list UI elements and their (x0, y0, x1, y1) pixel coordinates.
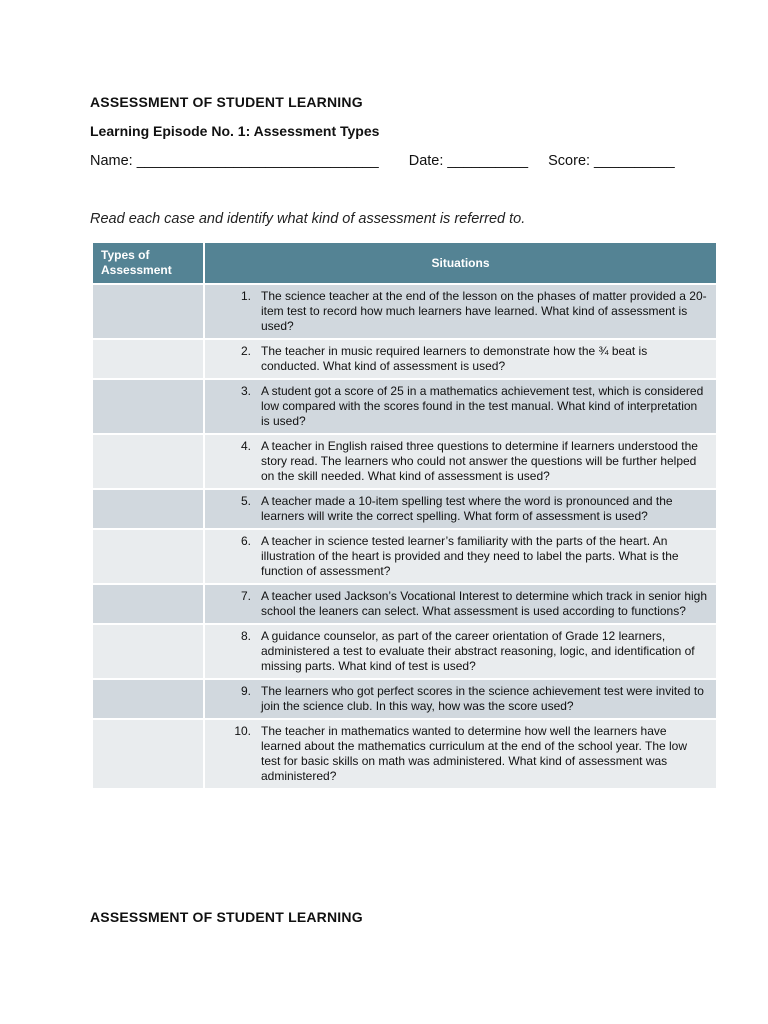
assessment-type-answer-cell[interactable] (92, 489, 204, 529)
situation-number: 3. (240, 384, 251, 398)
table-row (92, 434, 717, 489)
situation-cell (204, 624, 717, 679)
table-row (92, 284, 717, 339)
situation-text: A guidance counselor, as part of the career orientation of Grade 12 learners, administered a test to evaluate their abstract reasoning, logic, and identification of missing parts. What kind of test is used? (261, 629, 695, 673)
situation-text: A teacher used Jackson’s Vocational Interest to determine which track in senior high school the leaners can select. What assessment is used according to functions? (261, 589, 708, 618)
situation-number: 7. (240, 589, 251, 603)
table-row (92, 719, 717, 789)
table-row (92, 529, 717, 584)
situation-number: 10. (234, 724, 251, 738)
assessment-type-answer-cell[interactable] (92, 284, 204, 339)
assessment-table (91, 241, 718, 790)
situation-item (205, 344, 708, 374)
table-row (92, 584, 717, 624)
score-field[interactable]: Score: __________ (548, 153, 675, 169)
situation-item (205, 589, 708, 619)
situation-number: 4. (240, 439, 251, 453)
situation-cell (204, 584, 717, 624)
situation-number: 1. (240, 289, 251, 303)
assessment-type-answer-cell[interactable] (92, 379, 204, 434)
situation-text: A teacher in English raised three questions to determine if learners understood the story read. The learners who could not answer the questions will be further helped on the skill needed. What kind of assessment is used? (261, 439, 698, 483)
situation-item (205, 384, 708, 429)
assessment-type-answer-cell[interactable] (92, 339, 204, 379)
situation-text: A teacher in science tested learner’s familiarity with the parts of the heart. An illustration of the heart is provided and they need to label the parts. What is the function of assessment? (261, 534, 679, 578)
situation-item (205, 724, 708, 784)
header-fields (90, 153, 675, 169)
situation-cell (204, 284, 717, 339)
situation-number: 5. (240, 494, 251, 508)
document-title: ASSESSMENT OF STUDENT LEARNING (90, 94, 363, 110)
situation-text: A teacher made a 10-item spelling test where the word is pronounced and the learners will write the correct spelling. What form of assessment is used? (261, 494, 673, 523)
situation-cell (204, 719, 717, 789)
situation-item (205, 534, 708, 579)
situation-number: 6. (240, 534, 251, 548)
situation-cell (204, 679, 717, 719)
table-row (92, 379, 717, 434)
situation-item (205, 629, 708, 674)
situation-number: 9. (240, 684, 251, 698)
table-row (92, 679, 717, 719)
situation-cell (204, 529, 717, 584)
situation-number: 8. (240, 629, 251, 643)
assessment-type-answer-cell[interactable] (92, 434, 204, 489)
date-field[interactable]: Date: __________ (408, 153, 529, 169)
table-row (92, 624, 717, 679)
instruction-text: Read each case and identify what kind of assessment is referred to. (90, 211, 526, 227)
table-row (92, 489, 717, 529)
situation-item (205, 684, 708, 714)
assessment-type-answer-cell[interactable] (92, 529, 204, 584)
situation-item (205, 289, 708, 334)
situation-text: A student got a score of 25 in a mathematics achievement test, which is considered low compared with the scores found in the test manual. What kind of interpretation is used? (261, 384, 704, 428)
situation-number: 2. (240, 344, 251, 358)
situation-text: The teacher in music required learners to demonstrate how the ¾ beat is conducted. What kind of assessment is used? (261, 344, 648, 373)
assessment-type-answer-cell[interactable] (92, 719, 204, 789)
situation-text: The learners who got perfect scores in the science achievement test were invited to join the science club. In this way, how was the score used? (261, 684, 704, 713)
assessment-type-answer-cell[interactable] (92, 679, 204, 719)
situation-cell (204, 379, 717, 434)
name-field[interactable]: Name: ______________________________ (90, 153, 379, 169)
situation-cell (204, 434, 717, 489)
assessment-type-answer-cell[interactable] (92, 624, 204, 679)
table-row (92, 339, 717, 379)
situation-item (205, 494, 708, 524)
situation-item (205, 439, 708, 484)
situation-cell (204, 489, 717, 529)
assessment-type-answer-cell[interactable] (92, 584, 204, 624)
situation-text: The teacher in mathematics wanted to determine how well the learners have learned about the mathematics curriculum at the end of the school year. The low test for basic skills on math was administered. What kind of assessment was administered? (261, 724, 688, 783)
situations-header: Situations (204, 242, 717, 284)
types-header: Types of Assessment (92, 242, 204, 284)
footer-title: ASSESSMENT OF STUDENT LEARNING (90, 909, 363, 925)
situation-cell (204, 339, 717, 379)
situation-text: The science teacher at the end of the lesson on the phases of matter provided a 20-item test to record how much learners have learned. What kind of assessment is used? (261, 289, 707, 333)
table-header-row (92, 242, 717, 284)
episode-title: Learning Episode No. 1: Assessment Types (90, 123, 380, 139)
